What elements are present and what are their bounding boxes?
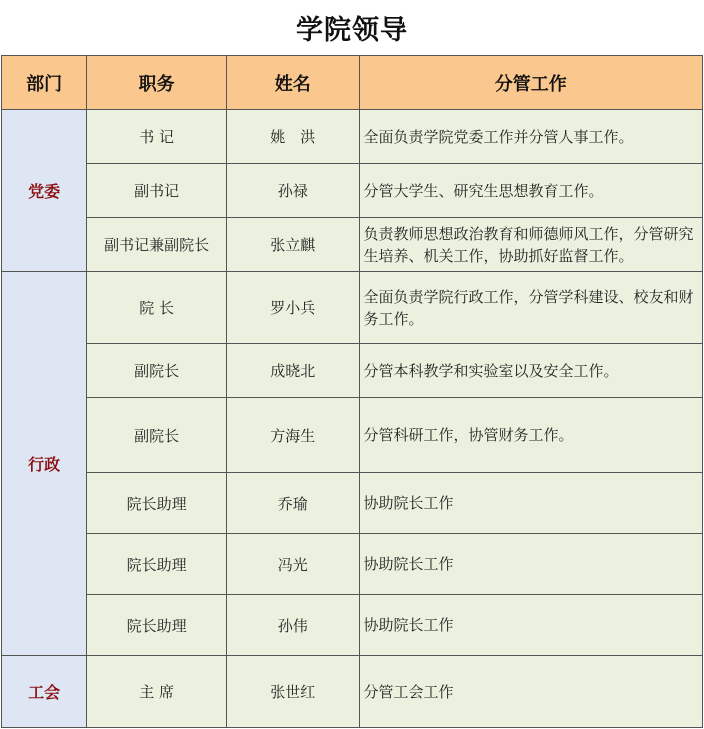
position-cell: 院长助理: [87, 473, 227, 534]
table-row: [2, 110, 703, 164]
position-cell: 副院长: [87, 398, 227, 473]
duty-cell: 分管工会工作: [359, 656, 702, 728]
table-row: [2, 656, 703, 728]
name-cell: 罗小兵: [226, 272, 359, 344]
duty-cell: 协助院长工作: [359, 595, 702, 656]
duty-cell: 协助院长工作: [359, 473, 702, 534]
table-row: [2, 164, 703, 218]
name-cell: 冯光: [226, 534, 359, 595]
dept-cell-union: 工会: [2, 656, 87, 728]
duty-cell: 分管科研工作，协管财务工作。: [359, 398, 702, 473]
table-row: [2, 272, 703, 344]
duty-cell: 分管本科教学和实验室以及安全工作。: [359, 344, 702, 398]
duty-cell: 负责教师思想政治教育和师德师风工作，分管研究生培养、机关工作，协助抓好监督工作。: [359, 218, 702, 272]
table-row: [2, 218, 703, 272]
header-position: 职务: [87, 56, 227, 110]
name-cell: 成晓北: [226, 344, 359, 398]
dept-cell-admin: 行政: [2, 272, 87, 656]
header-name: 姓名: [226, 56, 359, 110]
duty-cell: 协助院长工作: [359, 534, 702, 595]
name-cell: 姚 洪: [226, 110, 359, 164]
table-row: [2, 398, 703, 473]
table-row: [2, 534, 703, 595]
position-cell: 院长助理: [87, 534, 227, 595]
leadership-table: [1, 55, 703, 728]
table-row: [2, 595, 703, 656]
name-cell: 方海生: [226, 398, 359, 473]
name-cell: 张立麒: [226, 218, 359, 272]
position-cell: 院长助理: [87, 595, 227, 656]
name-cell: 孙禄: [226, 164, 359, 218]
header-department: 部门: [2, 56, 87, 110]
position-cell: 副院长: [87, 344, 227, 398]
position-cell: 院 长: [87, 272, 227, 344]
table-row: [2, 473, 703, 534]
position-cell: 副书记兼副院长: [87, 218, 227, 272]
name-cell: 乔瑜: [226, 473, 359, 534]
position-cell: 主 席: [87, 656, 227, 728]
duty-cell: 全面负责学院党委工作并分管人事工作。: [359, 110, 702, 164]
position-cell: 书 记: [87, 110, 227, 164]
duty-cell: 分管大学生、研究生思想教育工作。: [359, 164, 702, 218]
header-row: [2, 56, 703, 110]
name-cell: 孙伟: [226, 595, 359, 656]
duty-cell: 全面负责学院行政工作，分管学科建设、校友和财务工作。: [359, 272, 702, 344]
position-cell: 副书记: [87, 164, 227, 218]
name-cell: 张世红: [226, 656, 359, 728]
page-title: 学院领导: [296, 15, 408, 46]
table-row: [2, 344, 703, 398]
header-duty: 分管工作: [359, 56, 702, 110]
dept-cell-party: 党委: [2, 110, 87, 272]
